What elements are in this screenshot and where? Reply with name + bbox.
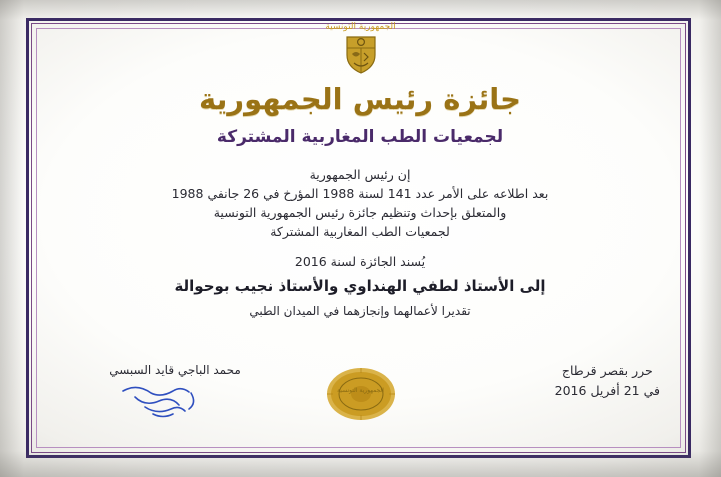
- coat-of-arms-icon: [343, 33, 379, 75]
- body-line: إن رئيس الجمهورية: [309, 167, 411, 182]
- certificate-content: [60, 80, 660, 320]
- certificate-body: [60, 165, 660, 241]
- body-line: لجمعيات الطب المغاربية المشتركة: [270, 224, 450, 239]
- emblem-caption: الجمهورية التونسية: [325, 22, 396, 32]
- certificate-subtitle: لجمعيات الطب المغاربية المشتركة: [216, 127, 504, 147]
- date-text: في 21 أفريل 2016: [554, 383, 660, 398]
- body-line: بعد اطلاعه على الأمر عدد 141 لسنة 1988 المؤرخ في 26 جانفي 1988: [171, 186, 549, 201]
- certificate-title: جائزة رئيس الجمهورية: [198, 82, 522, 116]
- award-year-line: يُسند الجائزة لسنة 2016: [294, 254, 426, 269]
- signature-block: [60, 363, 290, 423]
- laureates-line: إلى الأستاذ لطفي الهنداوي والأستاذ نجيب بوحوالة: [174, 277, 546, 295]
- place-and-date: [555, 361, 660, 401]
- signer-name: محمد الباجي قايد السبسي: [109, 363, 241, 377]
- handwritten-signature: [60, 381, 290, 423]
- national-emblem: [322, 22, 400, 82]
- seal-label: الجمهورية التونسية: [337, 387, 384, 394]
- body-line: والمتعلق بإحداث وتنظيم جائزة رئيس الجمهورية التونسية: [213, 205, 507, 220]
- citation-line: تقديرا لأعمالهما وإنجازهما في الميدان الطبي: [249, 304, 471, 318]
- place-text: حرر بقصر قرطاج: [561, 363, 653, 378]
- official-seal: [324, 365, 398, 423]
